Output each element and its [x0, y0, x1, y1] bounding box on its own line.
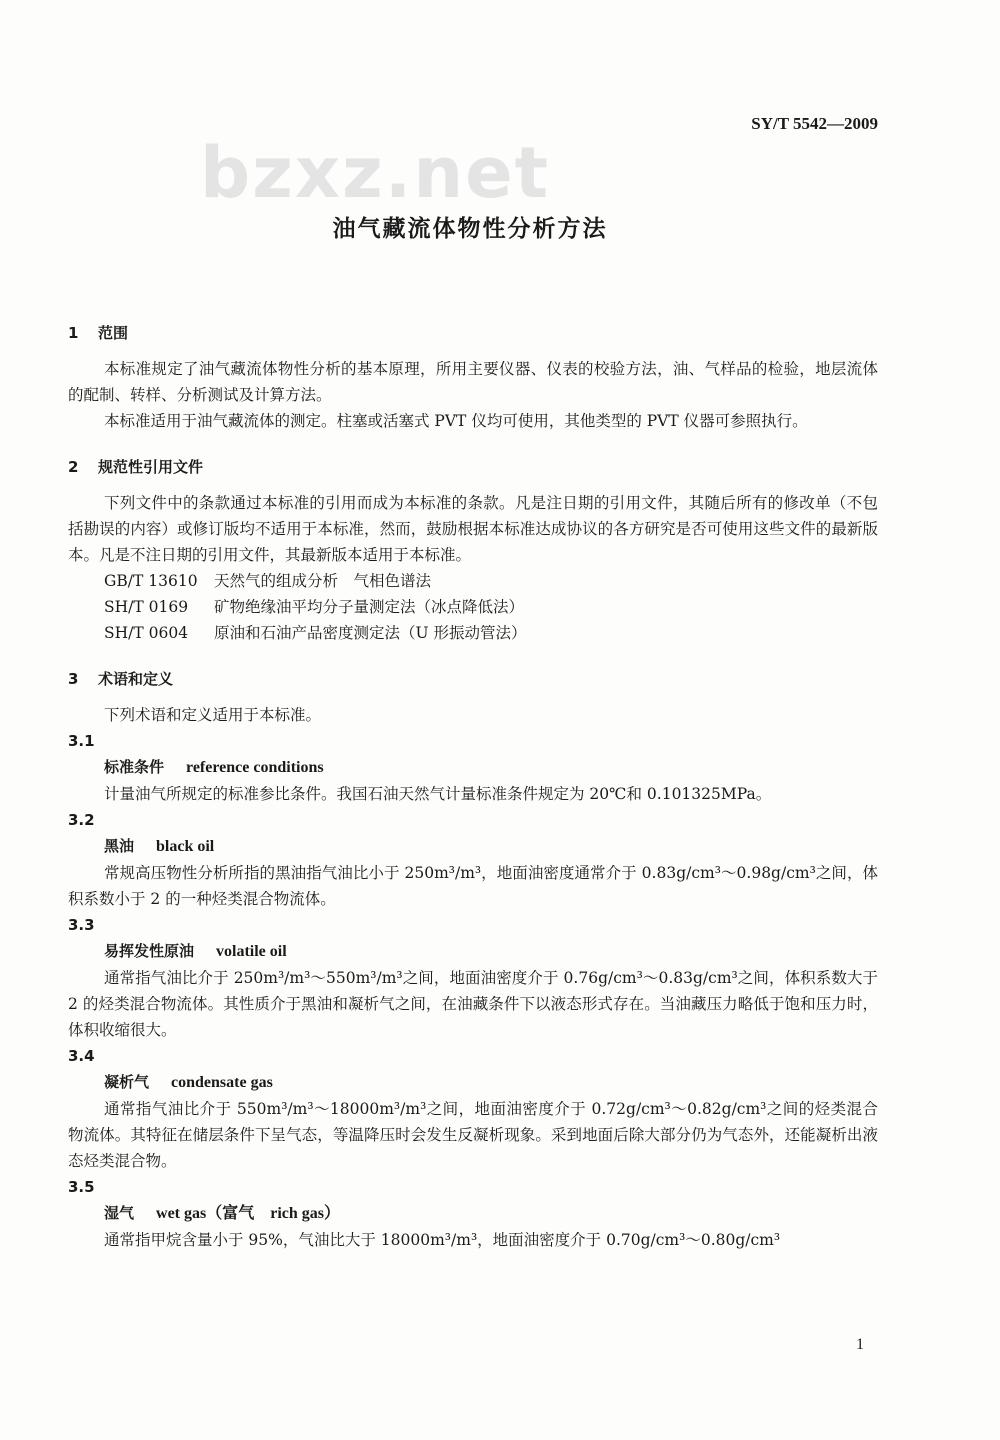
term-en: volatile oil [216, 943, 287, 960]
reference-title: 天然气的组成分析 气相色谱法 [214, 572, 432, 590]
term-definition: 常规高压物性分析所指的黑油指气油比小于 250m³/m³，地面油密度通常介于 0.83g/cm³～0.98g/cm³之间，体积系数小于 2 的一种烃类混合物流体。 [68, 864, 878, 908]
section-2-heading [68, 454, 878, 480]
section-title: 规范性引用文件 [98, 458, 204, 476]
term-en: black oil [156, 838, 215, 855]
term-zh: 湿气 [104, 1204, 135, 1222]
term-zh: 标准条件 [104, 758, 165, 776]
reference-title: 矿物绝缘油平均分子量测定法（冰点降低法） [214, 598, 525, 616]
reference-list [68, 568, 878, 646]
standard-code: SY/T 5542—2009 [751, 114, 878, 133]
term-heading [68, 754, 878, 781]
term-definition: 计量油气所规定的标准参比条件。我国石油天然气计量标准条件规定为 20℃和 0.101325MPa。 [104, 785, 772, 803]
section-1-heading [68, 320, 878, 346]
term-definition: 通常指气油比介于 250m³/m³～550m³/m³之间，地面油密度介于 0.76g/cm³～0.83g/cm³之间，体积系数大于 2 的烃类混合物流体。其性质介于黑油和凝析气之间，在油藏条件下以液态形式存在。当油藏压力略低于饱和压力时，体积收缩很大。 [68, 969, 878, 1039]
reference-title: 原油和石油产品密度测定法（U 形振动管法） [214, 624, 527, 642]
section-3-heading [68, 666, 878, 692]
paragraph: 本标准适用于油气藏流体的测定。柱塞或活塞式 PVT 仪均可使用，其他类型的 PVT 仪器可参照执行。 [104, 412, 808, 430]
page-number: 1 [856, 1336, 864, 1353]
term-heading [68, 938, 878, 965]
section-title: 范围 [98, 324, 129, 342]
section-number: 2 [68, 458, 79, 476]
term-zh: 易挥发性原油 [104, 942, 195, 960]
reference-item [68, 620, 878, 646]
section-number: 1 [68, 324, 79, 342]
reference-code: GB/T 13610 [104, 572, 198, 590]
term-en: reference conditions [186, 759, 324, 776]
term-definition: 通常指甲烷含量小于 95%，气油比大于 18000m³/m³，地面油密度介于 0.70g/cm³～0.80g/cm³ [104, 1231, 781, 1249]
term-en: condensate gas [171, 1074, 273, 1091]
term-zh: 凝析气 [104, 1073, 150, 1091]
term-number: 3.2 [68, 811, 95, 829]
watermark: bzxz.net [200, 132, 551, 214]
section-title: 术语和定义 [98, 670, 174, 688]
reference-item [68, 568, 878, 594]
reference-code: SH/T 0604 [104, 624, 189, 642]
document-body [68, 312, 878, 1253]
paragraph: 本标准规定了油气藏流体物性分析的基本原理，所用主要仪器、仪表的校验方法，油、气样品的检验，地层流体的配制、转样、分析测试及计算方法。 [68, 360, 878, 404]
term-heading [68, 1200, 878, 1227]
term-number: 3.1 [68, 732, 95, 750]
document-title: 油气藏流体物性分析方法 [332, 216, 608, 242]
term-heading [68, 1069, 878, 1096]
section-number: 3 [68, 670, 79, 688]
paragraph: 下列文件中的条款通过本标准的引用而成为本标准的条款。凡是注日期的引用文件，其随后所有的修改单（不包括勘误的内容）或修订版均不适用于本标准，然而，鼓励根据本标准达成协议的各方研究是否可使用这些文件的最新版本。凡是不注日期的引用文件，其最新版本适用于本标准。 [68, 494, 878, 564]
term-en: wet gas（富气 rich gas） [156, 1205, 341, 1222]
paragraph: 下列术语和定义适用于本标准。 [104, 706, 322, 724]
term-zh: 黑油 [104, 837, 135, 855]
term-number: 3.5 [68, 1178, 95, 1196]
term-number: 3.4 [68, 1047, 95, 1065]
reference-code: SH/T 0169 [104, 598, 189, 616]
term-heading [68, 833, 878, 860]
reference-item [68, 594, 878, 620]
term-definition: 通常指气油比介于 550m³/m³～18000m³/m³之间，地面油密度介于 0.72g/cm³～0.82g/cm³之间的烃类混合物流体。其特征在储层条件下呈气态，等温降压时会发生反凝析现象。采到地面后除大部分仍为气态外，还能凝析出液态烃类混合物。 [68, 1100, 878, 1170]
term-number: 3.3 [68, 916, 95, 934]
